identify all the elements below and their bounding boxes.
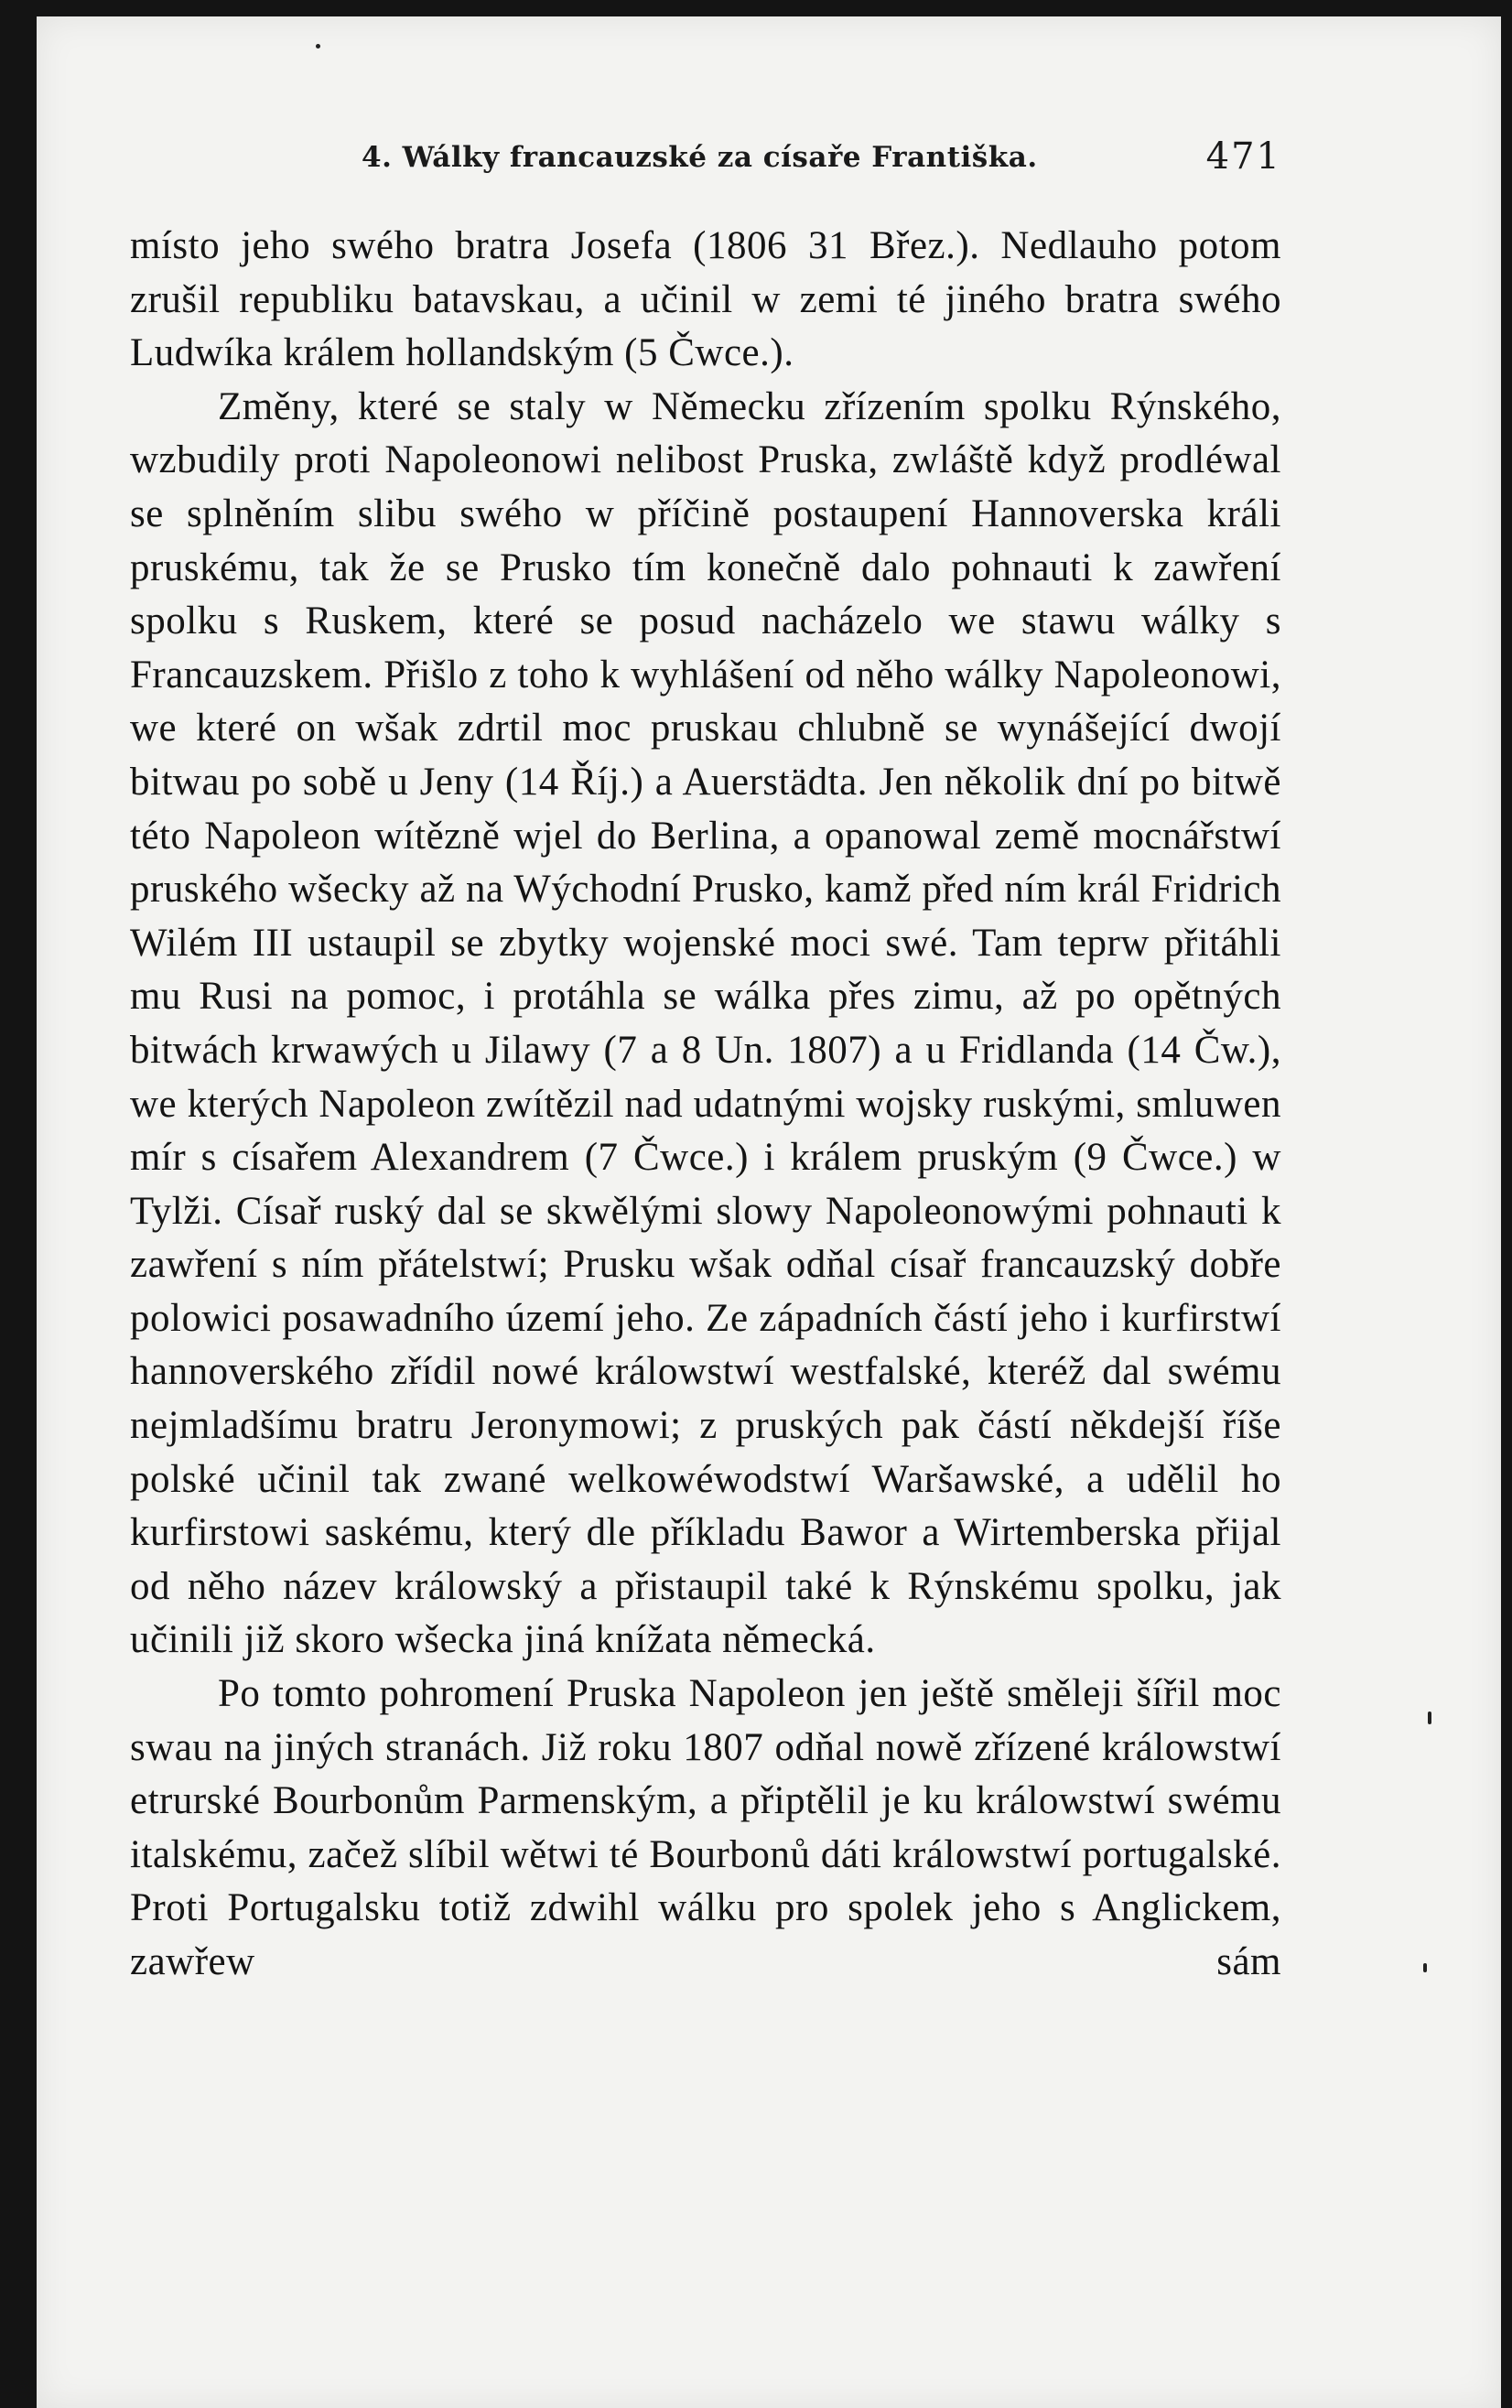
scan-speck [316, 44, 320, 49]
page-header [362, 135, 1281, 190]
body-text [130, 220, 1281, 1990]
paragraph: místo jeho swého bratra Josefa (1806 31 Břez.). Nedlauho potom zrušil republiku batavskau, a učinil w zemi té jiného bratra swého Ludwíka králem hollandským (5 Čwce.). [130, 224, 1281, 375]
scan-speck [1428, 1712, 1431, 1724]
scan-speck [1423, 1963, 1427, 1972]
page-number: 471 [1205, 135, 1281, 178]
running-title: 4. Wálky francauzské za císaře Františka. [362, 141, 1038, 174]
paragraph: Změny, které se staly w Německu zřízením spolku Rýnského, wzbudily proti Napoleonowi nelibost Pruska, zwláště když prodléwal se splněním slibu swého w příčině postaupení Hannoverska králi pruskému, tak že se Prusko tím konečně dalo pohnauti k zawření spolku s Ruskem, které se posud nacházelo we stawu wálky s Francauzskem. Přišlo z toho k wyhlášení od něho wálky Napoleonowi, we které on wšak zdrtil moc pruskau chlubně se wynášející dwojí bitwau po sobě u Jeny (14 Říj.) a Auerstädta. Jen několik dní po bitwě této Napoleon wítězně wjel do Berlina, a opanowal země mocnářstwí pruského wšecky až na Wýchodní Prusko, kamž před ním král Fridrich Wilém III ustaupil se zbytky wojenské moci swé. Tam teprw přitáhli mu Rusi na pomoc, i protáhla se wálka přes zimu, až po opětných bitwách krwawých u Jilawy (7 a 8 Un. 1807) a u Fridlanda (14 Čw.), we kterých Napoleon zwítězil nad udatnými wojsky ruskými, smluwen mír s císařem Alexandrem (7 Čwce.) i králem pruským (9 Čwce.) w Tylži. Císař ruský dal se skwělými slowy Napoleonowými pohnauti k zawření s ním přátelstwí; Prusku wšak odňal císař francauzský dobře polowici posawadního území jeho. Ze západních částí jeho i kurfirstwí hannoverského zřídil nowé králowstwí westfalské, kteréž dal swému nejmladšímu bratru Jeronymowi; z pruských pak částí někdejší říše polské učinil tak zwané welkowéwodstwí Waršawské, a udělil ho kurfirstowi saskému, který dle příkladu Bawor a Wirtemberska přijal od něho název králowský a přistaupil také k Rýnskému spolku, jak učinili již skoro wšecka jiná knížata německá. [130, 384, 1281, 1662]
paragraph: Po tomto pohromení Pruska Napoleon jen ještě směleji šířil moc swau na jiných stranách. Již roku 1807 odňal nowě zřízené králowstwí etrurské Bourbonům Parmenským, a připtělil je ku králowstwí swému italskému, začež slíbil wětwi té Bourbonů dáti králowstwí portugalské. Proti Portugalsku totiž zdwihl wálku pro spolek jeho s Anglickem, zawřew sám [130, 1672, 1281, 1983]
